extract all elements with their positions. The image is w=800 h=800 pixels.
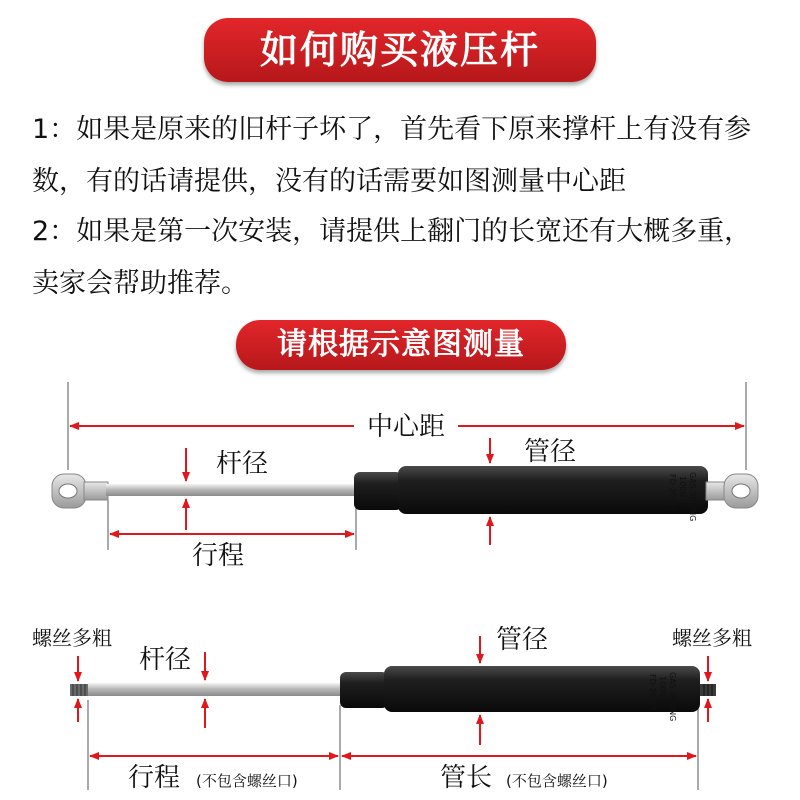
tube-print-3: FD-20-18 (668, 474, 677, 511)
tube-end-eye (706, 474, 758, 508)
tube-diameter-label-2: 管径 (495, 625, 549, 655)
rod-diameter-label-2: 杆径 (138, 645, 192, 675)
rod-diameter-label: 杆径 (215, 449, 269, 479)
piston-rod-2 (88, 683, 342, 696)
rod-end-eye (52, 474, 108, 508)
tube-print-2: 100N (678, 476, 687, 498)
tube2-print-3: FD-20-18 (648, 674, 657, 711)
instruction-2: 2：如果是第一次安装，请提供上翻门的长宽还有大概多重，卖家会帮助推荐。 (32, 216, 752, 299)
stroke-note: (不包含螺丝口) (196, 772, 298, 790)
gas-spring-2 (32, 625, 752, 793)
section-title: 请根据示意图测量 (277, 327, 525, 362)
tube-length-label: 管长 (440, 763, 493, 793)
tube-length-note: (不包含螺丝口) (506, 772, 608, 790)
thread-right (700, 684, 716, 696)
tube2-print-1: GAS SPRING (668, 672, 677, 722)
thread-right-label: 螺丝多粗 (672, 626, 752, 650)
tube2-print-2: 100N (658, 676, 667, 698)
stroke-label-2: 行程 (128, 763, 181, 793)
instruction-1: 1：如果是原来的旧杆子坏了，首先看下原来撑杆上有没有参数，有的话请提供，没有的话需要如图测量中心距 (32, 114, 752, 197)
cylinder-tube-2 (340, 666, 700, 721)
cylinder-tube (354, 466, 708, 521)
gas-spring-1 (52, 382, 758, 571)
tube-diameter-label: 管径 (523, 437, 577, 467)
stroke-label: 行程 (191, 541, 245, 571)
page-title: 如何购买液压杆 (259, 28, 540, 72)
thread-left (70, 684, 88, 696)
center-distance-label: 中心距 (366, 412, 446, 442)
thread-left-label: 螺丝多粗 (32, 626, 112, 650)
piston-rod (106, 484, 356, 496)
tube-print-1: GAS SPRING (688, 472, 697, 522)
